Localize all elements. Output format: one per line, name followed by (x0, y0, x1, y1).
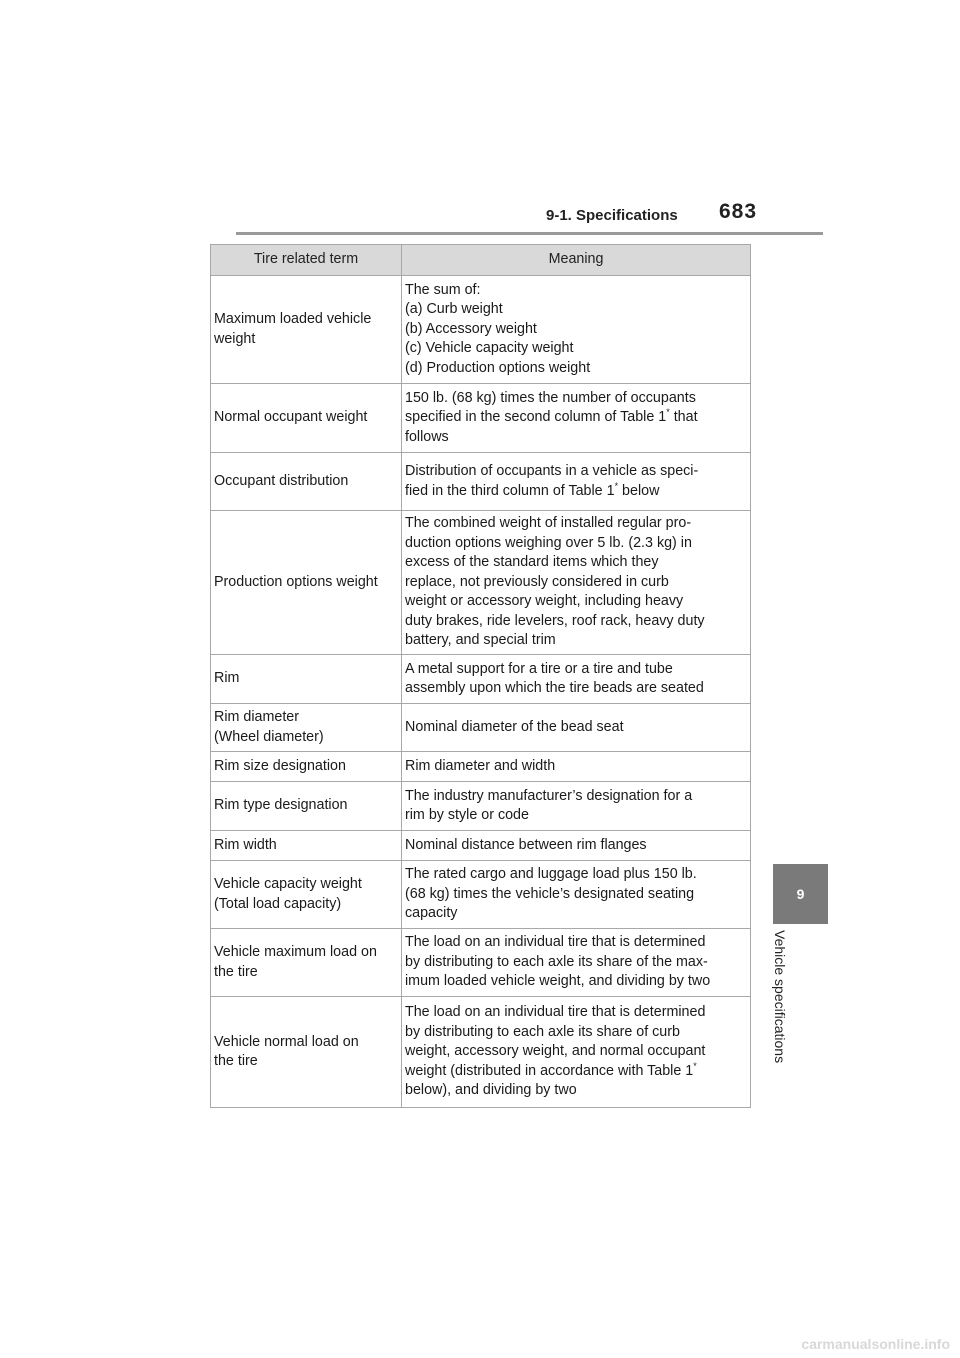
term-cell: Vehicle normal load on the tire (211, 997, 402, 1108)
meaning-cell: A metal support for a tire or a tire and tube assembly upon which the tire beads are seated (402, 655, 751, 704)
column-header-meaning: Meaning (402, 245, 751, 276)
term-cell: Rim (211, 655, 402, 704)
meaning-cell (402, 453, 751, 511)
term-cell: Rim type designation (211, 782, 402, 831)
meaning-cell: The industry manufacturer’s designation for a rim by style or code (402, 782, 751, 831)
page-number: 683 (719, 200, 758, 223)
table-row (211, 782, 751, 831)
meaning-text: 150 lb. (68 kg) times the number of occupants specified in the second column of Table 1 (405, 389, 696, 426)
term-cell: Normal occupant weight (211, 384, 402, 453)
meaning-cell: The sum of: (a) Curb weight (b) Accessory weight (c) Vehicle capacity weight (d) Production options weight (402, 276, 751, 384)
chapter-title: Vehicle specifications (772, 930, 788, 1064)
table-reference-asterisk: * (614, 480, 619, 491)
table-row (211, 655, 751, 704)
meaning-text: that follows (405, 409, 698, 445)
meaning-cell: The rated cargo and luggage load plus 150 lb. (68 kg) times the vehicle’s designated seating capacity (402, 861, 751, 929)
tire-terms-table (210, 244, 751, 1108)
term-cell: Maximum loaded vehicle weight (211, 276, 402, 384)
table-reference-asterisk: * (693, 1060, 697, 1071)
table-row (211, 704, 751, 752)
table-row (211, 384, 751, 453)
table-row (211, 752, 751, 782)
table-row (211, 929, 751, 997)
chapter-number: 9 (796, 886, 805, 902)
chapter-number-tab (773, 864, 828, 924)
column-header-term: Tire related term (211, 245, 402, 276)
table-reference-asterisk: * (666, 407, 670, 418)
table-row (211, 511, 751, 655)
meaning-cell: The combined weight of installed regular pro- duction options weighing over 5 lb. (2.3 kg) in excess of the standard items which they replace, not previously considered in curb weight or accessory weight, including heavy duty brakes, ride levelers, roof rack, heavy duty battery, and special trim (402, 511, 751, 655)
meaning-text: Distribution of occupants in a vehicle as speci- fied in the third column of Table 1 (405, 463, 699, 499)
section-title: 9-1. Specifications (546, 207, 678, 224)
meaning-cell: Rim diameter and width (402, 752, 751, 782)
table-row (211, 861, 751, 929)
table-row (211, 453, 751, 511)
meaning-text: below), and dividing by two (405, 1082, 577, 1099)
table-header-row (211, 245, 751, 276)
header-divider (236, 232, 823, 235)
term-cell: Vehicle maximum load on the tire (211, 929, 402, 997)
footer-watermark: carmanualsonline.info (801, 1336, 950, 1352)
meaning-cell: Nominal diameter of the bead seat (402, 704, 751, 752)
meaning-cell: Nominal distance between rim flanges (402, 831, 751, 861)
term-cell: Rim width (211, 831, 402, 861)
meaning-cell (402, 997, 751, 1108)
table-row (211, 997, 751, 1108)
term-cell: Production options weight (211, 511, 402, 655)
table-row (211, 831, 751, 861)
meaning-cell (402, 384, 751, 453)
term-cell: Rim diameter (Wheel diameter) (211, 704, 402, 752)
meaning-text: below (618, 482, 660, 499)
meaning-text: The load on an individual tire that is determined by distributing to each axle its share of curb weight, accessory weight, and normal occupant weight (distributed in accordance with Table 1 (405, 1004, 706, 1079)
meaning-cell: The load on an individual tire that is determined by distributing to each axle its share of the max- imum loaded vehicle weight, and dividing by two (402, 929, 751, 997)
term-cell: Vehicle capacity weight (Total load capacity) (211, 861, 402, 929)
term-cell: Occupant distribution (211, 453, 402, 511)
term-cell: Rim size designation (211, 752, 402, 782)
table-row (211, 276, 751, 384)
